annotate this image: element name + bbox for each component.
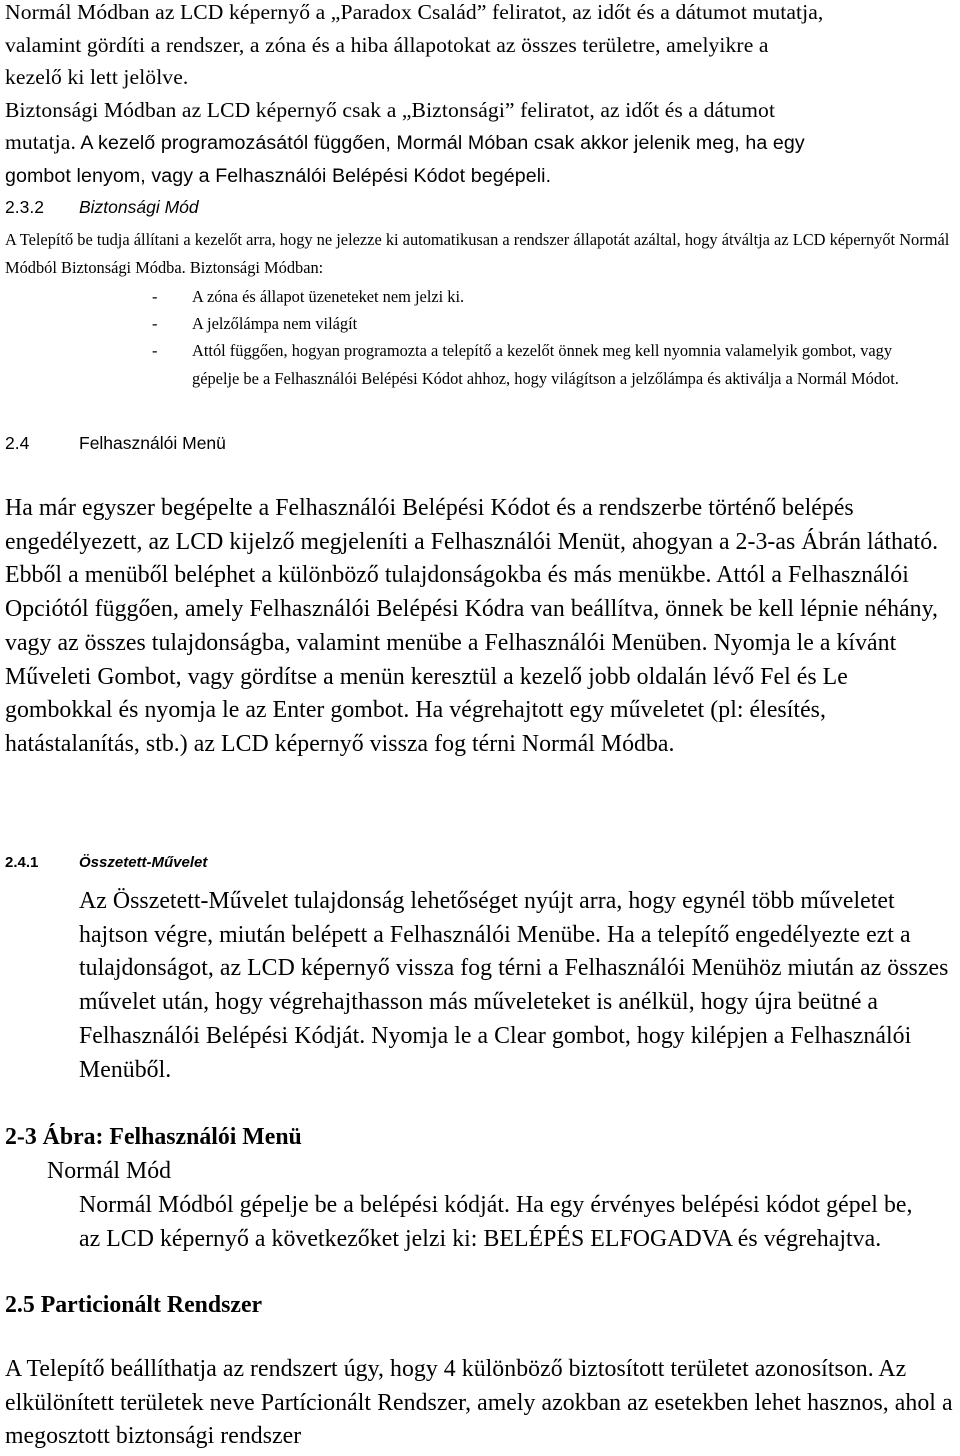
bullet-dash: - [152, 287, 158, 306]
section-heading: 2.5 Particionált Rendszer [5, 1292, 263, 1318]
bullet-text: A zóna és állapot üzeneteket nem jelzi ki. [192, 287, 465, 306]
section-paragraph: A Telepítő beállíthatja az rendszert úgy, hogy 4 különböző biztosított területet azonosítson. Az elkülönített területek neve Partícionált Rendszer, amely azokban az esetekben lehet hasznos, ahol a megosztott biztonsági rendszer [5, 1356, 953, 1450]
section-number: 2.4 [5, 433, 30, 453]
bullet-text: Attól függően, hogyan programozta a telepítő a kezelőt önnek meg kell nyomnia valamelyik gombot, vagy gépelje be a Felhasználói Belépési Kódot ahhoz, hogy világítson a jelzőlámpa és aktiválja a Normál Módot. [192, 341, 899, 388]
mode-title: Normál Mód [47, 1158, 172, 1184]
intro-line: Normál Módban az LCD képernyő a „Paradox Család” feliratot, az időt és a dátumot mutatja, [5, 0, 824, 24]
intro-line: Biztonsági Módban az LCD képernyő csak a „Biztonsági” feliratot, az időt és a dátumot [5, 97, 776, 122]
intro-line-sans: A kezelő programozásától függően, Mormál Móban csak akkor jelenik meg, ha egy [75, 132, 805, 155]
intro-line [5, 126, 955, 160]
bullet-text: A jelzőlámpa nem világít [192, 314, 358, 333]
bullet-dash: - [152, 341, 158, 360]
section-title: Felhasználói Menü [79, 433, 226, 453]
intro-line-serif: mutatja. [5, 130, 76, 155]
intro-paragraph [5, 0, 955, 193]
intro-line: kezelő ki lett jelölve. [5, 65, 189, 90]
section-paragraph: Az Összetett-Művelet tulajdonság lehetőséget nyújt arra, hogy egynél több műveletet hajtson végre, miután belépett a Felhasználói Menübe. Ha a telepítő engedélyezte ezt a tulajdonságot, az LCD képernyő vissza fog térni a Felhasználói Menühöz miután az összes művelet után, hogy végrehajthasson más műveleteket is anélkül, hogy újra beütné a Felhasználói Belépési Kódját. Nyomja le a Clear gombot, hogy kilépjen a Felhasználói Menüből. [79, 888, 949, 1083]
intro-line: gombot lenyom, vagy a Felhasználói Belépési Kódot begépeli. [5, 164, 552, 187]
section-paragraph: Ha már egyszer begépelte a Felhasználói Belépési Kódot és a rendszerbe történő belépés engedélyezett, az LCD kijelző megjeleníti a Felhasználói Menüt, ahogyan a 2-3-as Ábrán látható. Ebből a menüből beléphet a különböző tulajdonságokba és más menükbe. Attól a Felhasználói Opciótól függően, amely Felhasználói Belépési Kódra van beállítva, önnek be kell lépnie néhány, vagy az összes tulajdonságba, valamint menübe a Felhasználói Menüben. Nyomja le a kívánt Műveleti Gombot, vagy gördítse a menün keresztül a kezelő jobb oldalán lévő Fel és Le gombokkal és nyomja le az Enter gombot. Ha végrehajtott egy műveletet (pl: élesítés, hatástalanítás, stb.) az LCD képernyő vissza fog térni Normál Módba. [5, 495, 939, 757]
section-title: Biztonsági Mód [79, 197, 199, 217]
figure-caption: 2-3 Ábra: Felhasználói Menü [5, 1124, 302, 1150]
section-title: Összetett-Művelet [79, 854, 208, 871]
section-paragraph: A Telepítő be tudja állítani a kezelőt arra, hogy ne jelezze ki automatikusan a rendszer állapotát azáltal, hogy átváltja az LCD képernyőt Normál Módból Biztonsági Módba. Biztonsági Módban: [5, 230, 950, 277]
section-number: 2.3.2 [5, 197, 44, 217]
bullet-dash: - [152, 314, 158, 333]
intro-line: valamint gördíti a rendszer, a zóna és a hiba állapotokat az összes területre, amelyikre a [5, 32, 769, 57]
section-number: 2.4.1 [5, 854, 39, 871]
mode-description: Normál Módból gépelje be a belépési kódját. Ha egy érvényes belépési kódot gépel be, az LCD képernyő a következőket jelzi ki: BELÉPÉS ELFOGADVA és végrehajtva. [79, 1192, 913, 1252]
